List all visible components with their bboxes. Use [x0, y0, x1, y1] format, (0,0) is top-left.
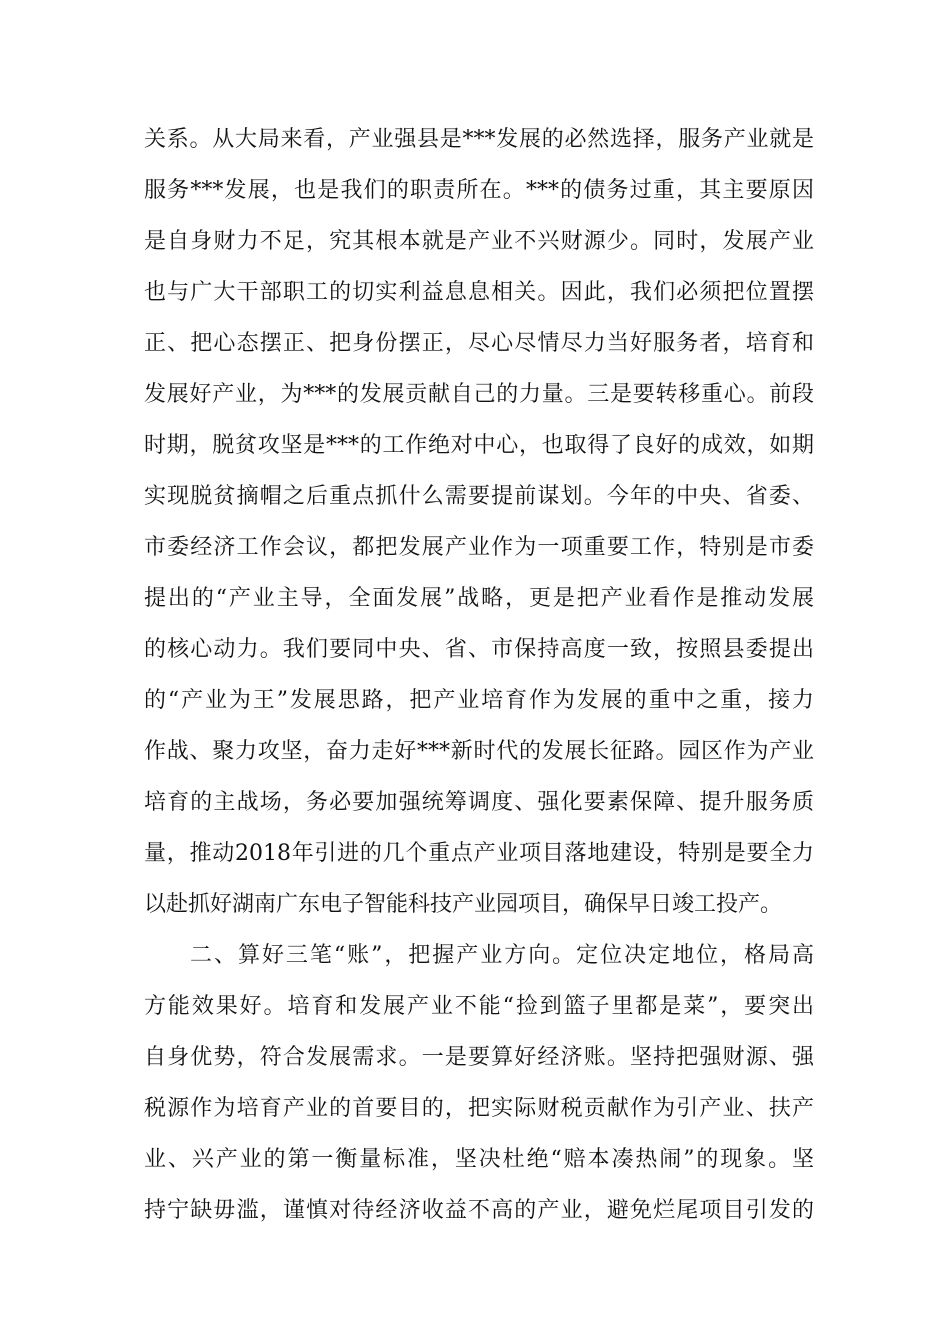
- text-line: 税源作为培育产业的首要目的，把实际财税贡献作为引产业、扶产: [144, 1096, 814, 1121]
- text-line: 方能效果好。培育和发展产业不能“捡到篮子里都是菜”，要突出: [144, 994, 814, 1019]
- text-line: 的“产业为王”发展思路，把产业培育作为发展的重中之重，接力: [144, 688, 814, 713]
- text-line: 持宁缺毋滥，谨慎对待经济收益不高的产业，避免烂尾项目引发的: [144, 1198, 814, 1223]
- text-line: 发展好产业，为***的发展贡献自己的力量。三是要转移重心。前段: [144, 382, 814, 407]
- section-heading-line: 二、算好三笔“账”，把握产业方向。定位决定地位，格局高: [190, 943, 814, 968]
- text-line: 提出的“产业主导，全面发展”战略，更是把产业看作是推动发展: [144, 586, 814, 611]
- text-line: 作战、聚力攻坚，奋力走好***新时代的发展长征路。园区作为产业: [144, 739, 814, 764]
- text-line: 实现脱贫摘帽之后重点抓什么需要提前谋划。今年的中央、省委、: [144, 484, 814, 509]
- text-line: 是自身财力不足，究其根本就是产业不兴财源少。同时，发展产业: [144, 229, 814, 254]
- text-line: 的核心动力。我们要同中央、省、市保持高度一致，按照县委提出: [144, 637, 814, 662]
- body-text: [144, 120, 814, 1242]
- text-line: 以赴抓好湖南广东电子智能科技产业园项目，确保早日竣工投产。: [144, 892, 783, 917]
- text-line: 也与广大干部职工的切实利益息息相关。因此，我们必须把位置摆: [144, 280, 814, 305]
- text-line: 正、把心态摆正、把身份摆正，尽心尽情尽力当好服务者，培育和: [144, 331, 814, 356]
- text-line: 市委经济工作会议，都把发展产业作为一项重要工作，特别是市委: [144, 535, 814, 560]
- text-line: 业、兴产业的第一衡量标准，坚决杜绝“赔本凑热闹”的现象。坚: [144, 1147, 814, 1172]
- text-line: 自身优势，符合发展需求。一是要算好经济账。坚持把强财源、强: [144, 1045, 814, 1070]
- text-line: 量，推动2018年引进的几个重点产业项目落地建设，特别是要全力: [144, 841, 814, 866]
- text-line: 关系。从大局来看，产业强县是***发展的必然选择，服务产业就是: [144, 127, 814, 152]
- text-line: 培育的主战场，务必要加强统筹调度、强化要素保障、提升服务质: [144, 790, 814, 815]
- text-line: 时期，脱贫攻坚是***的工作绝对中心，也取得了良好的成效，如期: [144, 433, 814, 458]
- text-line: 服务***发展，也是我们的职责所在。***的债务过重，其主要原因: [144, 178, 814, 203]
